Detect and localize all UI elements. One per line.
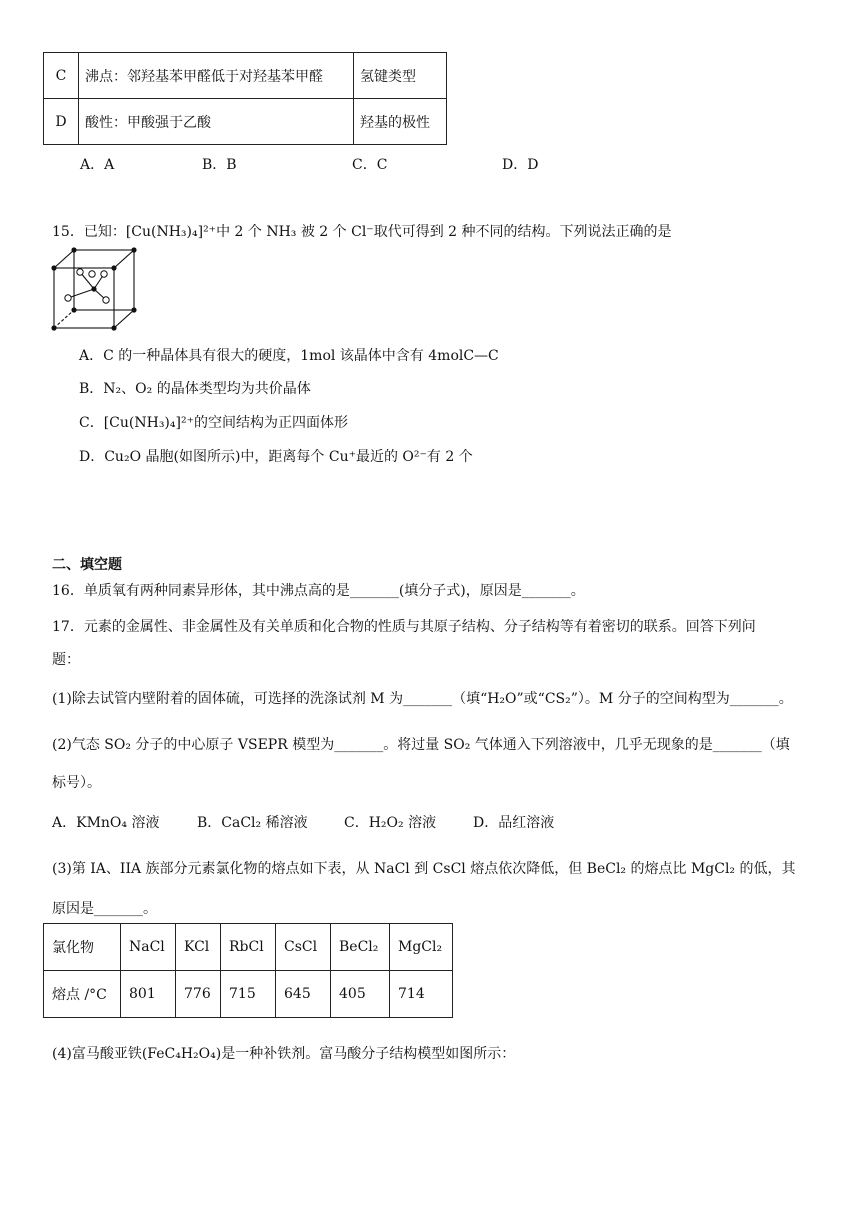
unit-cell-figure bbox=[48, 246, 140, 334]
melting-point-table bbox=[43, 923, 453, 1018]
option-a: A．A bbox=[80, 157, 115, 173]
q15-option-d: D．Cu₂O 晶胞(如图所示)中，距离每个 Cu⁺最近的 O²⁻有 2 个 bbox=[79, 449, 473, 465]
table-cell: 801 bbox=[121, 971, 176, 1018]
table-row bbox=[44, 971, 453, 1018]
table-cell: 沸点：邻羟基苯甲醛低于对羟基苯甲醛 bbox=[79, 53, 354, 99]
q17-p2-option-a: A．KMnO₄ 溶液 bbox=[52, 815, 160, 831]
option-d: D．D bbox=[502, 157, 539, 173]
q17-part2: (2)气态 SO₂ 分子的中心原子 VSEPR 模型为_______。将过量 SO₂ 气体通入下列溶液中，几乎无现象的是_______（填 bbox=[52, 737, 790, 753]
q15-option-c: C．[Cu(NH₃)₄]²⁺的空间结构为正四面体形 bbox=[79, 415, 348, 431]
table-cell: 645 bbox=[276, 971, 331, 1018]
table-cell: 酸性：甲酸强于乙酸 bbox=[79, 99, 354, 145]
question-17-stem-cont: 题： bbox=[52, 652, 80, 668]
q15-option-b: B．N₂、O₂ 的晶体类型均为共价晶体 bbox=[79, 381, 311, 397]
table-cell: CsCl bbox=[276, 924, 331, 971]
q17-part1: (1)除去试管内壁附着的固体硫，可选择的洗涤试剂 M 为_______（填“H₂O”或“CS₂”）。M 分子的空间构型为_______。 bbox=[52, 691, 793, 707]
section-title: 二、填空题 bbox=[52, 557, 122, 573]
table-row bbox=[44, 99, 447, 145]
question-16: 16．单质氧有两种同素异形体，其中沸点高的是_______(填分子式)，原因是_______。 bbox=[52, 583, 585, 599]
q17-p2-option-d: D．品红溶液 bbox=[473, 815, 555, 831]
table-cell: 715 bbox=[221, 971, 276, 1018]
table-cell: 405 bbox=[331, 971, 390, 1018]
question-17-stem: 17．元素的金属性、非金属性及有关单质和化合物的性质与其原子结构、分子结构等有着密切的联系。回答下列问 bbox=[52, 619, 756, 635]
q15-option-a: A．C 的一种晶体具有很大的硬度，1mol 该晶体中含有 4molC—C bbox=[79, 348, 499, 364]
table-cell: 氯化物 bbox=[44, 924, 121, 971]
table-cell: D bbox=[44, 99, 79, 145]
table-cell: 776 bbox=[176, 971, 221, 1018]
option-b: B．B bbox=[202, 157, 237, 173]
table-row bbox=[44, 53, 447, 99]
table-cell: MgCl₂ bbox=[390, 924, 453, 971]
table-cell: KCl bbox=[176, 924, 221, 971]
q17-p2-option-c: C．H₂O₂ 溶液 bbox=[344, 815, 437, 831]
q17-part4: (4)富马酸亚铁(FeC₄H₂O₄)是一种补铁剂。富马酸分子结构模型如图所示： bbox=[52, 1046, 516, 1062]
table-cell: C bbox=[44, 53, 79, 99]
choice-table bbox=[43, 52, 447, 145]
table-row bbox=[44, 924, 453, 971]
table-cell: 714 bbox=[390, 971, 453, 1018]
q17-part3: (3)第 IA、IIA 族部分元素氯化物的熔点如下表，从 NaCl 到 CsCl 熔点依次降低，但 BeCl₂ 的熔点比 MgCl₂ 的低，其 bbox=[52, 861, 796, 877]
option-c: C．C bbox=[352, 157, 388, 173]
table-cell: 氢键类型 bbox=[354, 53, 447, 99]
q17-p2-option-b: B．CaCl₂ 稀溶液 bbox=[197, 815, 308, 831]
table-cell: 熔点 /°C bbox=[44, 971, 121, 1018]
table-cell: BeCl₂ bbox=[331, 924, 390, 971]
q17-part2-cont: 标号）。 bbox=[52, 775, 101, 791]
table-cell: NaCl bbox=[121, 924, 176, 971]
table-cell: RbCl bbox=[221, 924, 276, 971]
question-15-stem: 15．已知：[Cu(NH₃)₄]²⁺中 2 个 NH₃ 被 2 个 Cl⁻取代可得到 2 种不同的结构。下列说法正确的是 bbox=[52, 224, 672, 240]
table-cell: 羟基的极性 bbox=[354, 99, 447, 145]
q17-part3-cont: 原因是_______。 bbox=[52, 901, 157, 917]
